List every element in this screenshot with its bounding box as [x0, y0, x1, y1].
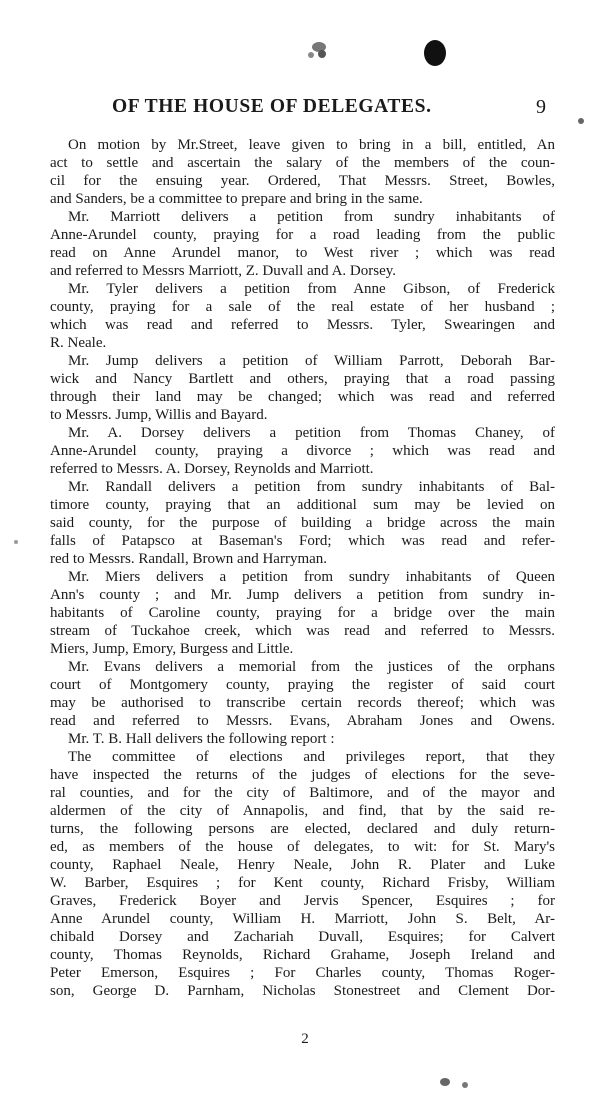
ink-speck [318, 50, 326, 58]
page-title: OF THE HOUSE OF DELEGATES. [112, 96, 432, 117]
text-line: cil for the ensuing year. Ordered, That Messrs. Street, Bowles, [50, 173, 555, 189]
ink-speck [308, 52, 314, 58]
body-text [50, 136, 555, 1000]
ink-speck [462, 1082, 468, 1088]
text-line: to Messrs. Jump, Willis and Bayard. [50, 407, 268, 423]
text-line: Mr. Randall delivers a petition from sundry inhabitants of Bal- [68, 479, 555, 495]
text-line: through their land may be changed; which was read and referred [50, 389, 555, 405]
text-line: ral counties, and for the city of Baltimore, and of the mayor and [50, 785, 555, 801]
text-line: falls of Patapsco at Baseman's Ford; which was read and refer- [50, 533, 555, 549]
text-line: Mr. A. Dorsey delivers a petition from Thomas Chaney, of [68, 425, 555, 441]
text-line: may be authorised to transcribe certain records thereof; which was [50, 695, 555, 711]
text-line: Mr. Tyler delivers a petition from Anne Gibson, of Frederick [68, 281, 555, 297]
text-line: said county, for the purpose of building a bridge across the main [50, 515, 555, 531]
text-line: On motion by Mr.Street, leave given to bring in a bill, entitled, An [68, 137, 555, 153]
text-line: Mr. Jump delivers a petition of William Parrott, Deborah Bar- [68, 353, 555, 369]
text-line: The committee of elections and privileges report, that they [68, 749, 555, 765]
text-line: act to settle and ascertain the salary of the members of the coun- [50, 155, 555, 171]
text-line: chibald Dorsey and Zachariah Duvall, Esquires; for Calvert [50, 929, 555, 945]
text-line: Anne Arundel county, William H. Marriott, John S. Belt, Ar- [50, 911, 555, 927]
text-line: Mr. Evans delivers a memorial from the justices of the orphans [68, 659, 555, 675]
running-header [0, 96, 600, 126]
page-number: 9 [536, 96, 546, 118]
text-line: Mr. T. B. Hall delivers the following report : [68, 731, 335, 747]
text-line: R. Neale. [50, 335, 107, 351]
text-line: Graves, Frederick Boyer and Jervis Spencer, Esquires ; for [50, 893, 555, 909]
text-line: county, praying for a sale of the real estate of her husband ; [50, 299, 555, 315]
text-line: referred to Messrs. A. Dorsey, Reynolds and Marriott. [50, 461, 374, 477]
text-line: county, Raphael Neale, Henry Neale, John R. Plater and Luke [50, 857, 555, 873]
text-line: ed, as members of the house of delegates, to wit: for St. Mary's [50, 839, 555, 855]
text-line: red to Messrs. Randall, Brown and Harryman. [50, 551, 328, 567]
text-line: Miers, Jump, Emory, Burgess and Little. [50, 641, 294, 657]
text-line: read on Anne Arundel manor, to West river ; which was read [50, 245, 555, 261]
text-line: have inspected the returns of the judges of elections for the seve- [50, 767, 555, 783]
text-line: stream of Tuckahoe creek, which was read and referred to Messrs. [50, 623, 555, 639]
text-line: read and referred to Messrs. Evans, Abraham Jones and Owens. [50, 713, 555, 729]
text-line: son, George D. Parnham, Nicholas Stonestreet and Clement Dor- [50, 983, 555, 999]
ink-speck [440, 1078, 450, 1086]
text-line: which was read and referred to Messrs. Tyler, Swearingen and [50, 317, 555, 333]
text-line: habitants of Caroline county, praying for a bridge over the main [50, 605, 555, 621]
signature-mark: 2 [301, 1031, 309, 1047]
text-line: Mr. Marriott delivers a petition from sundry inhabitants of [68, 209, 555, 225]
text-line: Peter Emerson, Esquires ; For Charles county, Thomas Roger- [50, 965, 555, 981]
text-line: Anne-Arundel county, praying a divorce ; which was read and [50, 443, 555, 459]
text-line: W. Barber, Esquires ; for Kent county, Richard Frisby, William [50, 875, 555, 891]
text-line: county, Thomas Reynolds, Richard Grahame, Joseph Ireland and [50, 947, 555, 963]
ink-blot [424, 40, 446, 66]
text-line: Anne-Arundel county, praying for a road leading from the public [50, 227, 555, 243]
text-line: and referred to Messrs Marriott, Z. Duvall and A. Dorsey. [50, 263, 397, 279]
text-line: court of Montgomery county, praying the register of said court [50, 677, 555, 693]
text-line: timore county, praying that an additional sum may be levied on [50, 497, 555, 513]
ink-speck [14, 540, 18, 544]
text-line: Ann's county ; and Mr. Jump delivers a petition from sundry in- [50, 587, 555, 603]
text-line: and Sanders, be a committee to prepare and bring in the same. [50, 191, 423, 207]
text-line: Mr. Miers delivers a petition from sundry inhabitants of Queen [68, 569, 555, 585]
text-line: aldermen of the city of Annapolis, and find, that by the said re- [50, 803, 555, 819]
text-line: turns, the following persons are elected, declared and duly return- [50, 821, 555, 837]
text-line: wick and Nancy Bartlett and others, praying that a road passing [50, 371, 555, 387]
